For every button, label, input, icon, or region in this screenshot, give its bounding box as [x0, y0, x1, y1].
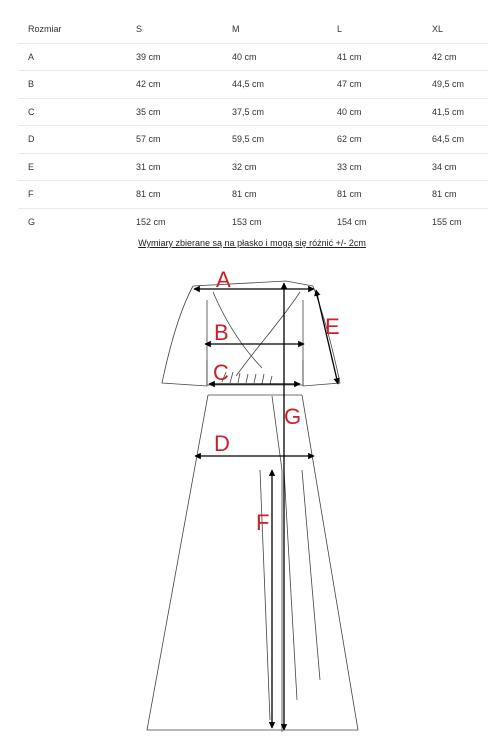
- table-cell: 57 cm: [136, 126, 232, 154]
- table-row: [18, 98, 488, 126]
- table-row: [18, 153, 488, 181]
- measurement-note: Wymiary zbierane są na płasko i mogą się różnić +/- 2cm: [138, 238, 366, 248]
- table-cell: 34 cm: [432, 153, 488, 181]
- table-cell: 41,5 cm: [432, 98, 488, 126]
- table-cell: 81 cm: [232, 181, 337, 209]
- measurement-arrows: [194, 283, 338, 730]
- dress-skirt: [147, 395, 358, 730]
- table-cell: 81 cm: [136, 181, 232, 209]
- row-label: A: [18, 43, 136, 71]
- table-cell: 64,5 cm: [432, 126, 488, 154]
- header-s: S: [136, 16, 232, 43]
- table-row: [18, 43, 488, 71]
- label-b: B: [214, 320, 229, 345]
- label-f: F: [256, 510, 270, 535]
- table-cell: 155 cm: [432, 216, 462, 227]
- table-cell: 44,5 cm: [232, 71, 337, 99]
- table-cell: 81 cm: [432, 181, 488, 209]
- row-label: D: [18, 126, 136, 154]
- table-cell: 41 cm: [337, 43, 432, 71]
- table-row: [18, 126, 488, 154]
- row-label: G: [28, 216, 36, 227]
- header-l: L: [337, 16, 432, 43]
- header-rozmiar: Rozmiar: [18, 16, 136, 43]
- table-cell: 31 cm: [136, 153, 232, 181]
- table-cell: 32 cm: [232, 153, 337, 181]
- table-cell: 40 cm: [232, 43, 337, 71]
- table-cell: 49,5 cm: [432, 71, 488, 99]
- table-cell: 153 cm: [232, 216, 262, 227]
- size-table: [18, 16, 488, 235]
- header-m: M: [232, 16, 337, 43]
- left-sleeve: [162, 286, 207, 386]
- label-d: D: [214, 431, 230, 456]
- label-g: G: [284, 404, 302, 429]
- table-cell: 62 cm: [337, 126, 432, 154]
- label-e: E: [325, 314, 340, 339]
- table-cell: 39 cm: [136, 43, 232, 71]
- label-a: A: [216, 267, 231, 292]
- table-cell: 33 cm: [337, 153, 432, 181]
- row-label: B: [18, 71, 136, 99]
- table-cell: 40 cm: [337, 98, 432, 126]
- header-xl: XL: [432, 16, 488, 43]
- table-cell: 59,5 cm: [232, 126, 337, 154]
- table-row: [18, 208, 488, 235]
- table-cell: 37,5 cm: [232, 98, 337, 126]
- label-c: C: [213, 360, 229, 385]
- table-cell: 35 cm: [136, 98, 232, 126]
- table-row: [18, 181, 488, 209]
- row-label: E: [18, 153, 136, 181]
- waistband: [207, 385, 303, 395]
- row-label: C: [18, 98, 136, 126]
- row-label: F: [18, 181, 136, 209]
- table-header-row: [18, 16, 488, 43]
- table-cell: 47 cm: [337, 71, 432, 99]
- dress-bodice: [193, 281, 313, 286]
- dress-diagram: [0, 255, 504, 755]
- table-cell: 81 cm: [337, 181, 432, 209]
- table-cell: 42 cm: [432, 43, 488, 71]
- table-cell: 152 cm: [136, 216, 166, 227]
- table-cell: 154 cm: [337, 216, 367, 227]
- table-cell: 42 cm: [136, 71, 232, 99]
- table-row: [18, 71, 488, 99]
- dress-outline: [147, 281, 358, 732]
